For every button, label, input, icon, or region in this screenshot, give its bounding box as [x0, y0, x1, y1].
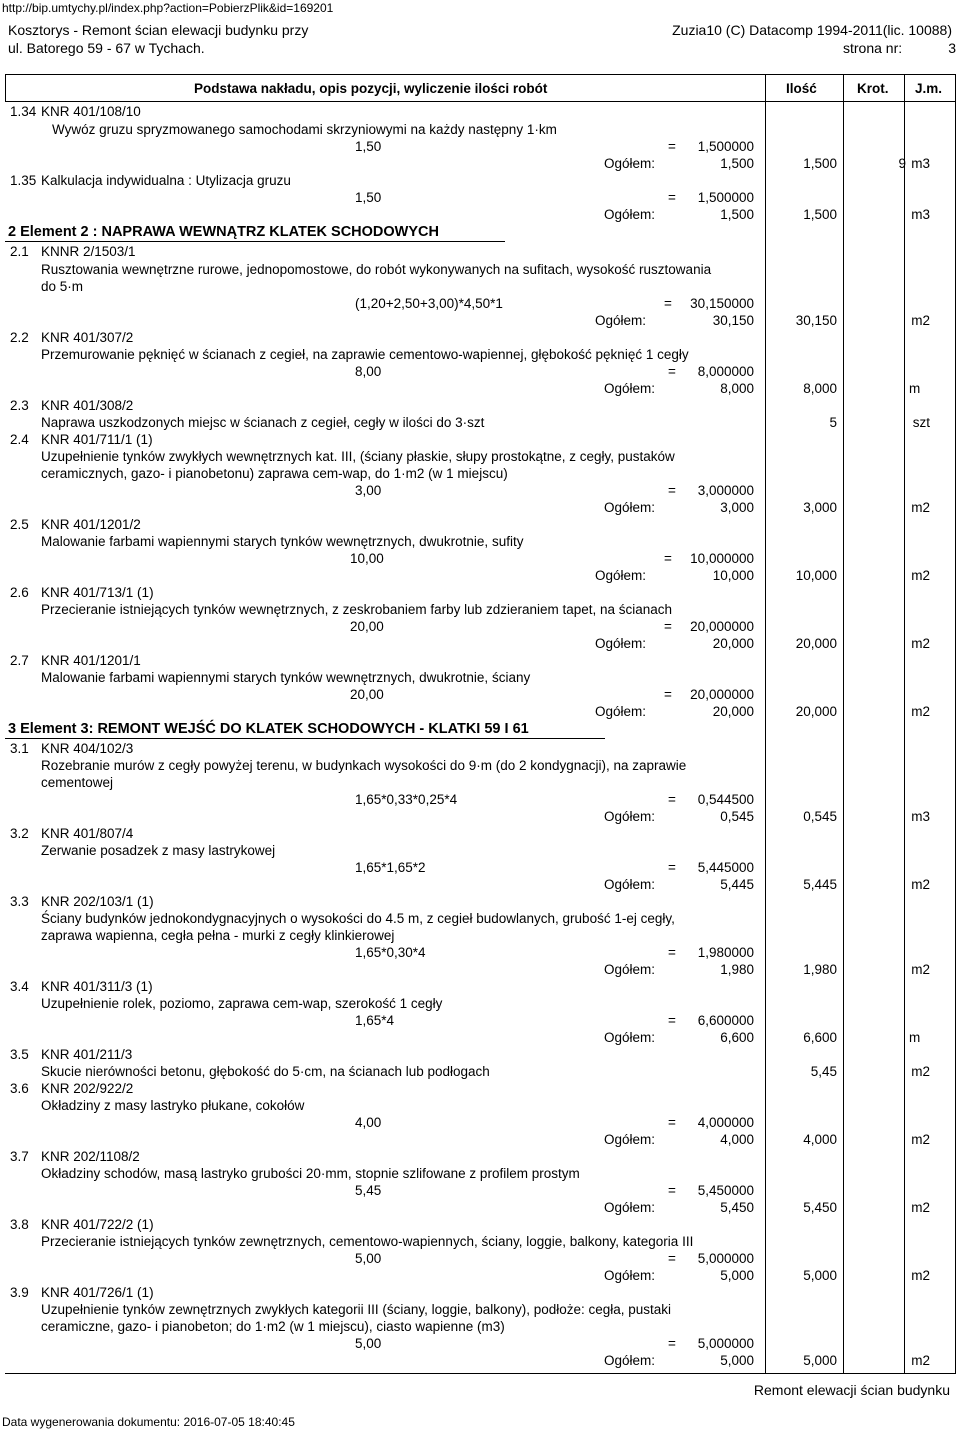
item-number: 3.9 [10, 1285, 29, 1300]
item-total: 4,000 [720, 1132, 754, 1147]
item-qty: 1,500 [803, 156, 837, 171]
item-total: 20,000 [712, 704, 754, 719]
item-formula: 5,00 [355, 1251, 382, 1266]
item-qty: 10,000 [795, 568, 837, 583]
item-calc: 1,980000 [697, 945, 754, 960]
item-calc: 6,600000 [697, 1013, 754, 1028]
column-rule-unit [904, 74, 905, 1374]
footer-generated-date: Data wygenerowania dokumentu: 2016-07-05 18:40:45 [2, 1415, 295, 1429]
item-equals: = [668, 190, 676, 205]
item-calc: 1,500000 [697, 190, 754, 205]
item-description: Malowanie farbami wapiennymi starych tynków wewnętrznych, dwukrotnie, sufity [41, 534, 524, 549]
item-total-label: Ogółem: [604, 207, 656, 222]
item-qty: 1,500 [803, 207, 837, 222]
item-total-label: Ogółem: [604, 500, 656, 515]
item-description: Przecieranie istniejących tynków zewnętrznych, cementowo-wapiennych, ściany, loggie, balkony, kategoria III [41, 1234, 694, 1249]
item-number: 3.2 [10, 826, 29, 841]
item-total-label: Ogółem: [604, 1200, 656, 1215]
software-credit: Zuzia10 (C) Datacomp 1994-2011(lic. 10088) [672, 22, 952, 38]
item-unit: m3 [911, 809, 930, 824]
column-rule-krot [843, 74, 844, 1374]
item-qty: 30,150 [795, 313, 837, 328]
item-equals: = [664, 687, 672, 702]
item-qty: 3,000 [803, 500, 837, 515]
item-unit: m2 [911, 877, 930, 892]
doc-title-line2: ul. Batorego 59 - 67 w Tychach. [8, 40, 205, 56]
item-code: KNR 401/1201/2 [41, 517, 141, 532]
item-calc: 0,544500 [697, 792, 754, 807]
item-total: 0,545 [720, 809, 754, 824]
item-code: KNR 401/211/3 [41, 1047, 133, 1062]
item-code: KNR 401/308/2 [41, 398, 134, 413]
item-code: KNR 202/922/2 [41, 1081, 134, 1096]
item-total: 20,000 [712, 636, 754, 651]
item-code: KNR 202/1108/2 [41, 1149, 140, 1164]
item-equals: = [668, 483, 676, 498]
table-left-rule [5, 74, 6, 102]
item-code: KNR 202/103/1 (1) [41, 894, 154, 909]
item-calc: 5,000000 [697, 1251, 754, 1266]
item-code: KNR 401/307/2 [41, 330, 134, 345]
item-total-label: Ogółem: [604, 381, 656, 396]
item-number: 3.5 [10, 1047, 29, 1062]
table-bottom-rule [5, 1373, 955, 1374]
item-description: ceramicznych, gazo- i pianobetonu) zaprawa cem-wap, do 1·m2 (w 1 miejscu) [41, 466, 508, 481]
item-description: Uzupełnienie tynków zewnętrznych zwykłych kategorii III (ściany, loggie, balkony), podłoże: cegła, pustaki [41, 1302, 672, 1317]
item-qty: 5 [829, 415, 837, 430]
item-code: KNR 401/726/1 (1) [41, 1285, 154, 1300]
item-number: 3.4 [10, 979, 29, 994]
item-description: Malowanie farbami wapiennymi starych tynków wewnętrznych, dwukrotnie, ściany [41, 670, 531, 685]
item-formula: 1,65*1,65*2 [355, 860, 426, 875]
item-description: Okładziny schodów, masą lastryko grubości 20·mm, stopnie szlifowane z profilem prostym [41, 1166, 580, 1181]
item-code: KNR 404/102/3 [41, 741, 134, 756]
item-equals: = [668, 1115, 676, 1130]
item-description: Zerwanie posadzek z masy lastrykowej [41, 843, 276, 858]
item-description: Rozebranie murów z cegły powyżej terenu, w budynkach wysokości do 9·m (do 2 kondygnacji), na zaprawie [41, 758, 687, 773]
item-total-label: Ogółem: [595, 568, 647, 583]
item-total: 1,500 [720, 207, 754, 222]
item-total: 30,150 [712, 313, 754, 328]
item-total-label: Ogółem: [604, 962, 656, 977]
item-formula: 5,00 [355, 1336, 382, 1351]
item-number: 3.8 [10, 1217, 29, 1232]
item-total-label: Ogółem: [595, 704, 647, 719]
item-total-label: Ogółem: [604, 1132, 656, 1147]
item-description: Uzupełnienie tynków zwykłych wewnętrznych kat. III, (ściany płaskie, słupy prostokątne, z cegły, pustaków [41, 449, 675, 464]
item-number: 2.1 [10, 244, 29, 259]
item-qty: 6,600 [803, 1030, 837, 1045]
item-krot: 9 [898, 156, 906, 171]
item-formula: 20,00 [350, 619, 384, 634]
item-calc: 1,500000 [697, 139, 754, 154]
item-total-label: Ogółem: [604, 877, 656, 892]
item-equals: = [668, 1183, 676, 1198]
column-header-krot: Krot. [857, 81, 889, 96]
item-description: zaprawa wapienna, cegła pełna - murki z cegły klinkierowej [41, 928, 395, 943]
item-description: Skucie nierówności betonu, głębokość do 5·cm, na ścianach lub podłogach [41, 1064, 490, 1079]
item-total-label: Ogółem: [604, 1353, 656, 1368]
item-description: Przemurowanie pęknięć w ścianach z cegieł, na zaprawie cementowo-wapiennej, głębokość pęknięć 1 cegły [41, 347, 689, 362]
item-unit: m2 [911, 962, 930, 977]
table-top-rule [5, 74, 955, 75]
item-number: 1.35 [10, 173, 37, 188]
item-description: ceramiczne, gazo- i pianobeton; do 1·m2 (w 1 miejscu), ciasto wapienne (m3) [41, 1319, 505, 1334]
item-qty: 5,450 [803, 1200, 837, 1215]
item-unit: m2 [911, 636, 930, 651]
item-total-label: Ogółem: [595, 636, 647, 651]
item-description: Ściany budynków jednokondygnacyjnych o wysokości do 4.5 m, z cegieł budowlanych, grubość 1-ej cegły, [41, 911, 675, 926]
item-unit: m2 [911, 568, 930, 583]
item-calc: 20,000000 [690, 687, 754, 702]
item-total: 5,000 [720, 1353, 754, 1368]
item-unit: m [909, 381, 921, 396]
item-code: KNNR 2/1503/1 [41, 244, 136, 259]
item-formula: (1,20+2,50+3,00)*4,50*1 [355, 296, 503, 311]
item-unit: m2 [911, 1353, 930, 1368]
item-description: Uzupełnienie rolek, poziomo, zaprawa cem-wap, szerokość 1 cegły [41, 996, 443, 1011]
item-formula: 1,65*4 [355, 1013, 395, 1028]
column-header-description: Podstawa nakładu, opis pozycji, wyliczenie ilości robót [194, 81, 548, 96]
item-number: 2.3 [10, 398, 29, 413]
item-number: 3.7 [10, 1149, 29, 1164]
item-total: 1,980 [720, 962, 754, 977]
item-calc: 10,000000 [690, 551, 754, 566]
item-qty: 4,000 [803, 1132, 837, 1147]
item-total-label: Ogółem: [604, 1268, 656, 1283]
item-qty: 5,45 [810, 1064, 837, 1079]
item-unit: m2 [911, 1200, 930, 1215]
item-description: Wywóz gruzu spryzmowanego samochodami skrzyniowymi na każdy następny 1·km [52, 122, 557, 137]
item-equals: = [664, 296, 672, 311]
item-unit: m2 [911, 1064, 930, 1079]
item-equals: = [668, 945, 676, 960]
column-header-unit: J.m. [915, 81, 943, 96]
item-equals: = [668, 860, 676, 875]
item-calc: 20,000000 [690, 619, 754, 634]
item-total: 1,500 [720, 156, 754, 171]
item-total: 5,450 [720, 1200, 754, 1215]
item-total: 3,000 [720, 500, 754, 515]
item-code: KNR 401/311/3 (1) [41, 979, 153, 994]
page-number-label: strona nr: [843, 40, 903, 56]
item-equals: = [668, 1013, 676, 1028]
item-unit: m2 [911, 704, 930, 719]
item-unit: m2 [911, 500, 930, 515]
item-code: KNR 401/722/2 (1) [41, 1217, 154, 1232]
item-formula: 1,65*0,30*4 [355, 945, 426, 960]
item-calc: 30,150000 [690, 296, 754, 311]
item-description: Okładziny z masy lastryko płukane, cokołów [41, 1098, 305, 1113]
item-equals: = [664, 619, 672, 634]
item-qty: 5,445 [803, 877, 837, 892]
item-unit: m3 [911, 156, 930, 171]
item-total-label: Ogółem: [595, 313, 647, 328]
item-number: 2.4 [10, 432, 29, 447]
item-calc: 4,000000 [697, 1115, 754, 1130]
item-qty: 5,000 [803, 1268, 837, 1283]
section-heading: 3 Element 3: REMONT WEJŚĆ DO KLATEK SCHODOWYCH - KLATKI 59 I 61 [8, 721, 529, 737]
item-calc: 5,000000 [697, 1336, 754, 1351]
item-qty: 8,000 [803, 381, 837, 396]
item-number: 3.6 [10, 1081, 29, 1096]
item-total-label: Ogółem: [604, 1030, 656, 1045]
item-formula: 1,50 [355, 139, 382, 154]
item-equals: = [664, 551, 672, 566]
section-heading: 2 Element 2 : NAPRAWA WEWNĄTRZ KLATEK SCHODOWYCH [8, 224, 439, 240]
item-number: 2.6 [10, 585, 29, 600]
item-unit: m2 [911, 1268, 930, 1283]
item-code: KNR 401/713/1 (1) [41, 585, 154, 600]
item-description: cementowej [41, 775, 114, 790]
item-formula: 3,00 [355, 483, 382, 498]
item-equals: = [668, 792, 676, 807]
item-number: 3.3 [10, 894, 29, 909]
item-code: Kalkulacja indywidualna : Utylizacja gruzu [41, 173, 291, 188]
item-formula: 20,00 [350, 687, 384, 702]
item-description: Przecieranie istniejących tynków wewnętrznych, z zeskrobaniem farby lub zdzieraniem tapet, na ścianach [41, 602, 673, 617]
item-qty: 5,000 [803, 1353, 837, 1368]
item-unit: m2 [911, 313, 930, 328]
item-formula: 4,00 [355, 1115, 382, 1130]
item-qty: 1,980 [803, 962, 837, 977]
item-total: 10,000 [712, 568, 754, 583]
item-formula: 1,50 [355, 190, 382, 205]
item-number: 3.1 [10, 741, 29, 756]
item-total: 6,600 [720, 1030, 754, 1045]
item-total: 5,000 [720, 1268, 754, 1283]
item-code: KNR 401/807/4 [41, 826, 134, 841]
item-code: KNR 401/1201/1 [41, 653, 141, 668]
item-total-label: Ogółem: [604, 809, 656, 824]
item-calc: 8,000000 [697, 364, 754, 379]
item-calc: 5,450000 [697, 1183, 754, 1198]
item-number: 2.7 [10, 653, 29, 668]
item-formula: 5,45 [355, 1183, 382, 1198]
item-code: KNR 401/711/1 (1) [41, 432, 153, 447]
document-url: http://bip.umtychy.pl/index.php?action=PobierzPlik&id=169201 [2, 1, 334, 15]
item-number: 1.34 [10, 104, 37, 119]
item-unit: m3 [911, 207, 930, 222]
item-equals: = [668, 1251, 676, 1266]
item-equals: = [668, 139, 676, 154]
item-unit: m2 [911, 1132, 930, 1147]
item-qty: 20,000 [795, 636, 837, 651]
column-header-qty: Ilość [786, 81, 817, 96]
doc-title-line1: Kosztorys - Remont ścian elewacji budynku przy [8, 22, 309, 38]
item-description: do 5·m [41, 279, 84, 294]
item-equals: = [668, 364, 676, 379]
item-formula: 1,65*0,33*0,25*4 [355, 792, 458, 807]
table-right-rule [955, 74, 956, 1374]
column-rule-qty [765, 74, 766, 1374]
item-number: 2.2 [10, 330, 29, 345]
item-equals: = [668, 1336, 676, 1351]
item-total: 8,000 [720, 381, 754, 396]
page-number: 3 [948, 40, 956, 56]
table-header-rule [5, 101, 955, 102]
item-qty: 20,000 [795, 704, 837, 719]
section-underline [5, 241, 505, 242]
item-calc: 5,445000 [697, 860, 754, 875]
item-total: 5,445 [720, 877, 754, 892]
item-formula: 10,00 [350, 551, 384, 566]
item-description: Naprawa uszkodzonych miejsc w ścianach z cegieł, cegły w ilości do 3·szt [41, 415, 485, 430]
item-code: KNR 401/108/10 [41, 104, 141, 119]
item-formula: 8,00 [355, 364, 382, 379]
item-calc: 3,000000 [697, 483, 754, 498]
item-unit: szt [912, 415, 930, 430]
item-number: 2.5 [10, 517, 29, 532]
item-unit: m [909, 1030, 921, 1045]
item-description: Rusztowania wewnętrzne rurowe, jednopomostowe, do robót wykonywanych na sufitach, wysokość rusztowania [41, 262, 712, 277]
item-qty: 0,545 [803, 809, 837, 824]
section-underline [5, 738, 605, 739]
item-total-label: Ogółem: [604, 156, 656, 171]
footer-document-name: Remont elewacji ścian budynku [753, 1382, 950, 1398]
